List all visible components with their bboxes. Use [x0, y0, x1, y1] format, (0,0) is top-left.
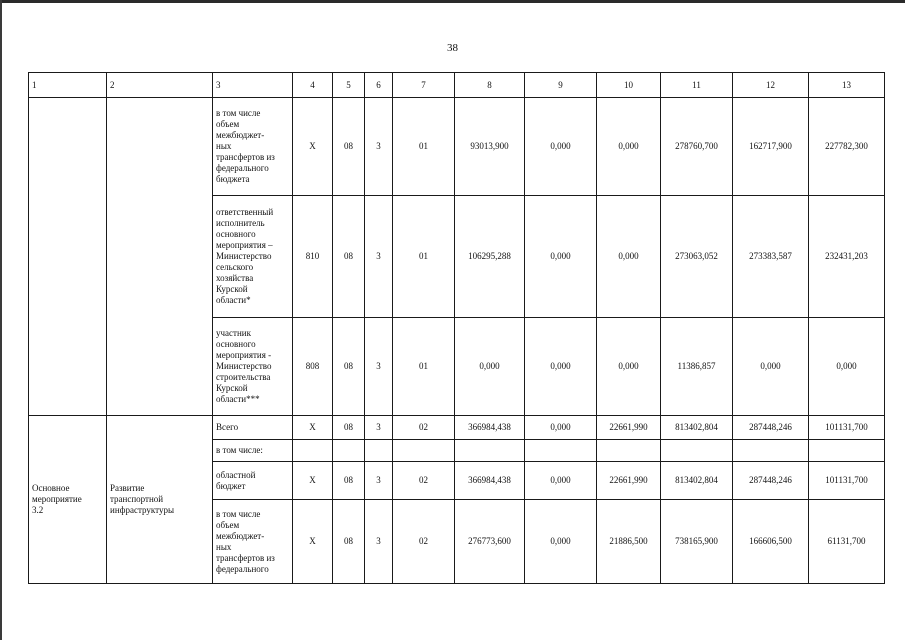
header-cell-13: 13 — [809, 73, 885, 98]
cell-col12 — [733, 440, 809, 462]
cell-col5: 08 — [333, 462, 365, 500]
header-cell-2: 2 — [107, 73, 213, 98]
cell-col8: 106295,288 — [455, 196, 525, 318]
cell-col10: 0,000 — [597, 318, 661, 416]
cell-col4: X — [293, 500, 333, 584]
cell-col6: 3 — [365, 416, 393, 440]
cell-col7: 02 — [393, 462, 455, 500]
cell-col11: 813402,804 — [661, 416, 733, 440]
cell-col8: 366984,438 — [455, 416, 525, 440]
cell-col5: 08 — [333, 416, 365, 440]
cell-col4: X — [293, 462, 333, 500]
cell-col6: 3 — [365, 462, 393, 500]
cell-col6: 3 — [365, 196, 393, 318]
cell-col10: 22661,990 — [597, 462, 661, 500]
cell-col13: 101131,700 — [809, 416, 885, 440]
cell-col9: 0,000 — [525, 98, 597, 196]
cell-col7: 02 — [393, 416, 455, 440]
cell-col7: 02 — [393, 500, 455, 584]
activity-code-cell: Основное мероприятие 3.2 — [29, 416, 107, 584]
cell-col11 — [661, 440, 733, 462]
budget-table — [28, 72, 885, 584]
cell-col4: X — [293, 98, 333, 196]
cell-col12: 273383,587 — [733, 196, 809, 318]
cell-col13 — [809, 440, 885, 462]
cell-col12: 0,000 — [733, 318, 809, 416]
cell-col10: 0,000 — [597, 196, 661, 318]
activity-name-cell: Развитие транспортной инфраструктуры — [107, 416, 213, 584]
cell-col10 — [597, 440, 661, 462]
scan-top-edge — [0, 0, 905, 3]
group-a-col2-cell — [107, 98, 213, 416]
cell-col11: 11386,857 — [661, 318, 733, 416]
cell-col6: 3 — [365, 98, 393, 196]
header-cell-6: 6 — [365, 73, 393, 98]
row-description: в том числе: — [213, 440, 293, 462]
row-description: в том числе объем межбюджет- ных трансфертов из федерального — [213, 500, 293, 584]
cell-col5: 08 — [333, 500, 365, 584]
cell-col9: 0,000 — [525, 196, 597, 318]
header-cell-1: 1 — [29, 73, 107, 98]
header-cell-7: 7 — [393, 73, 455, 98]
cell-col7: 01 — [393, 98, 455, 196]
cell-col8: 0,000 — [455, 318, 525, 416]
group-a-col1-cell — [29, 98, 107, 416]
header-cell-11: 11 — [661, 73, 733, 98]
cell-col11: 738165,900 — [661, 500, 733, 584]
cell-col9: 0,000 — [525, 416, 597, 440]
cell-col12: 287448,246 — [733, 416, 809, 440]
cell-col4 — [293, 440, 333, 462]
cell-col5: 08 — [333, 318, 365, 416]
row-description: областной бюджет — [213, 462, 293, 500]
cell-col13: 0,000 — [809, 318, 885, 416]
page-number: 38 — [447, 42, 458, 54]
cell-col13: 61131,700 — [809, 500, 885, 584]
row-description: ответственный исполнитель основного мероприятия – Министерство сельского хозяйства Курской области* — [213, 196, 293, 318]
cell-col8 — [455, 440, 525, 462]
cell-col6: 3 — [365, 318, 393, 416]
cell-col11: 813402,804 — [661, 462, 733, 500]
table-row — [29, 98, 885, 196]
cell-col13: 101131,700 — [809, 462, 885, 500]
cell-col12: 162717,900 — [733, 98, 809, 196]
scan-left-edge — [0, 0, 2, 640]
header-row — [29, 73, 885, 98]
cell-col6: 3 — [365, 500, 393, 584]
cell-col4: 810 — [293, 196, 333, 318]
table-row — [29, 416, 885, 440]
cell-col5: 08 — [333, 196, 365, 318]
cell-col9 — [525, 440, 597, 462]
cell-col5: 08 — [333, 98, 365, 196]
cell-col10: 22661,990 — [597, 416, 661, 440]
row-description: участник основного мероприятия - Министерство строительства Курской области*** — [213, 318, 293, 416]
cell-col12: 166606,500 — [733, 500, 809, 584]
cell-col7 — [393, 440, 455, 462]
row-description: Всего — [213, 416, 293, 440]
cell-col13: 232431,203 — [809, 196, 885, 318]
cell-col9: 0,000 — [525, 318, 597, 416]
cell-col9: 0,000 — [525, 500, 597, 584]
cell-col8: 93013,900 — [455, 98, 525, 196]
cell-col7: 01 — [393, 196, 455, 318]
cell-col4: 808 — [293, 318, 333, 416]
cell-col12: 287448,246 — [733, 462, 809, 500]
cell-col7: 01 — [393, 318, 455, 416]
cell-col8: 276773,600 — [455, 500, 525, 584]
cell-col11: 278760,700 — [661, 98, 733, 196]
cell-col10: 21886,500 — [597, 500, 661, 584]
header-cell-9: 9 — [525, 73, 597, 98]
header-cell-10: 10 — [597, 73, 661, 98]
row-description: в том числе объем межбюджет- ных трансфертов из федерального бюджета — [213, 98, 293, 196]
header-cell-12: 12 — [733, 73, 809, 98]
cell-col4: X — [293, 416, 333, 440]
header-cell-3: 3 — [213, 73, 293, 98]
cell-col13: 227782,300 — [809, 98, 885, 196]
cell-col10: 0,000 — [597, 98, 661, 196]
header-cell-8: 8 — [455, 73, 525, 98]
cell-col6 — [365, 440, 393, 462]
cell-col11: 273063,052 — [661, 196, 733, 318]
cell-col8: 366984,438 — [455, 462, 525, 500]
header-cell-5: 5 — [333, 73, 365, 98]
header-cell-4: 4 — [293, 73, 333, 98]
cell-col5 — [333, 440, 365, 462]
cell-col9: 0,000 — [525, 462, 597, 500]
